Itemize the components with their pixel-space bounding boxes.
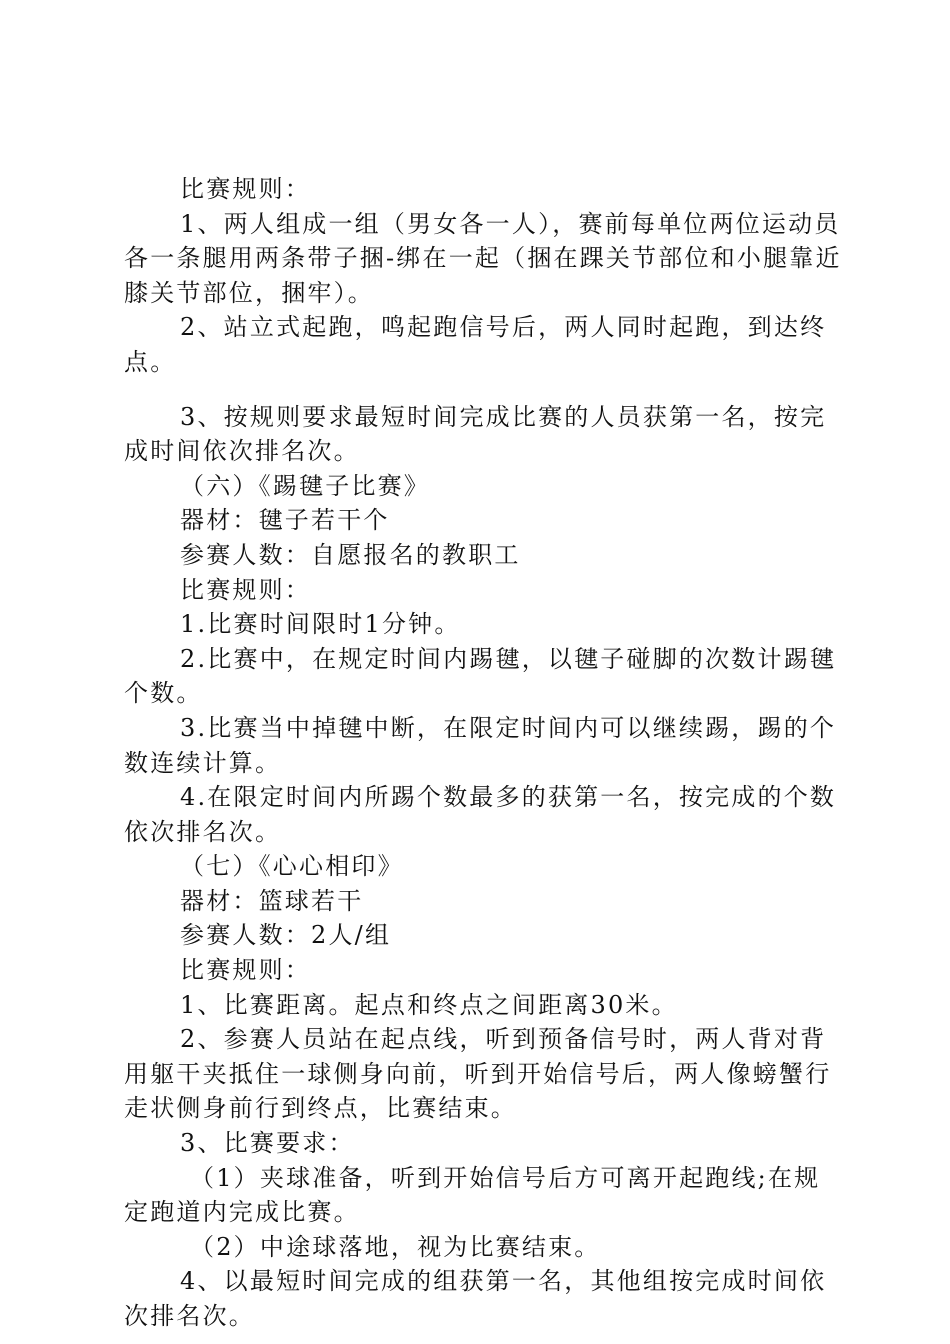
rule-paragraph: 3.比赛当中掉毽中断，在限定时间内可以继续踢，踢的个数连续计算。	[124, 713, 837, 777]
rule-paragraph: 1、比赛距离。起点和终点之间距离30米。	[180, 990, 678, 1019]
rule-paragraph: 1、两人组成一组（男女各一人），赛前每单位两位运动员各一条腿用两条带子捆-绑在一起（捆在踝关节部位和小腿靠近膝关节部位，捆牢）。	[124, 209, 842, 307]
rule-paragraph: 3、按规则要求最短时间完成比赛的人员获第一名，按完成时间依次排名次。	[124, 402, 827, 466]
rule-paragraph: 2.比赛中，在规定时间内踢毽，以毽子碰脚的次数计踢毽个数。	[124, 644, 837, 708]
rule-paragraph: 1.比赛时间限时1分钟。	[180, 610, 461, 639]
rule-paragraph: 4、以最短时间完成的组获第一名，其他组按完成时间依次排名次。	[124, 1267, 827, 1330]
rule-paragraph: 3、比赛要求：	[180, 1129, 355, 1158]
document-page	[124, 172, 844, 1334]
rules-heading-2: 比赛规则：	[180, 575, 311, 604]
sub-rule-paragraph: （1）夹球准备，听到开始信号后方可离开起跑线;在规定跑道内完成比赛。	[124, 1163, 821, 1227]
equipment-line: 器材：毽子若干个	[180, 506, 390, 535]
participants-line: 参赛人数：自愿报名的教职工	[180, 540, 521, 569]
section-title-7: （七）《心心相印》	[180, 852, 404, 881]
sub-rule-paragraph: （2）中途球落地，视为比赛结束。	[190, 1232, 601, 1261]
rules-heading-3: 比赛规则：	[180, 956, 311, 985]
rule-paragraph: 2、站立式起跑，鸣起跑信号后，两人同时起跑，到达终点。	[124, 313, 827, 376]
rule-paragraph: 4.在限定时间内所踢个数最多的获第一名，按完成的个数依次排名次。	[124, 783, 837, 846]
rules-heading-1: 比赛规则：	[180, 175, 311, 203]
equipment-line: 器材：篮球若干	[180, 886, 364, 915]
section-title-6: （六）《踢毽子比赛》	[180, 471, 430, 500]
rule-paragraph: 2、参赛人员站在起点线，听到预备信号时，两人背对背用躯干夹抵住一球侧身向前，听到开始信号后，两人像螃蟹行走状侧身前行到终点，比赛结束。	[124, 1025, 832, 1123]
participants-line: 参赛人数：2人/组	[180, 921, 392, 950]
